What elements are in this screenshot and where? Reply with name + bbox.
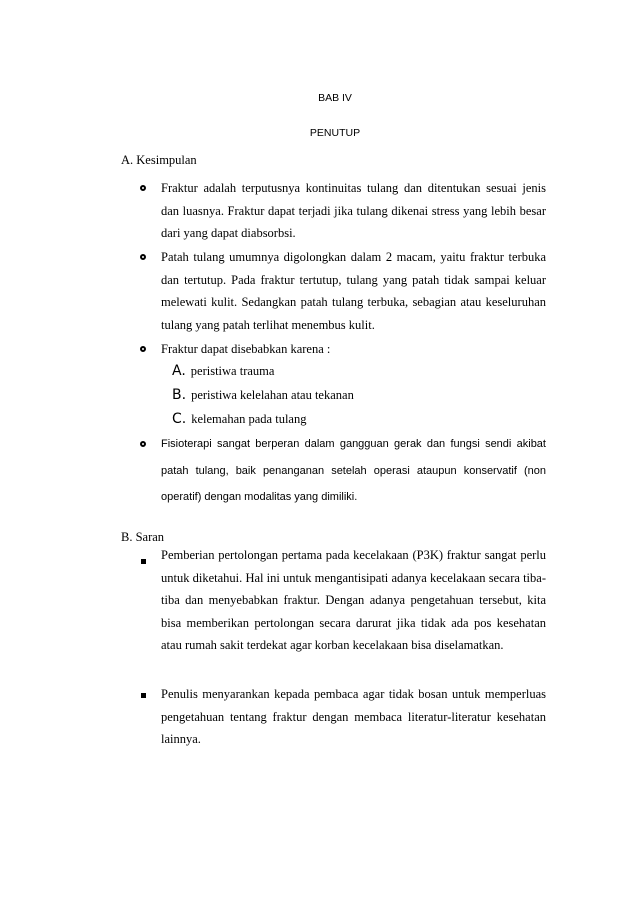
bullet-dot-icon	[140, 441, 146, 447]
kesimpulan-item-3: Fraktur dapat disebabkan karena :	[161, 342, 331, 356]
section-heading-saran: B. Saran	[121, 530, 165, 544]
bullet-square-icon	[141, 559, 146, 564]
bullet-dot-icon	[140, 185, 146, 191]
bullet-square-icon	[141, 693, 146, 698]
subitem-text: peristiwa trauma	[190, 364, 275, 378]
chapter-title: PENUTUP	[309, 127, 361, 139]
cause-subitem-a	[172, 363, 274, 379]
subitem-letter: A.	[172, 363, 186, 379]
saran-item-1: Pemberian pertolongan pertama pada kecelakaan (P3K) fraktur sangat perlu untuk diketahui. Hal ini untuk mengantisipati adanya kecelakaan secara tiba-tiba dan menyebabkan fraktur. Dengan adanya pengetahuan tersebut, kita bisa memberikan pertolongan secara darurat jika tidak ada pos kesehatan atau rumah sakit terdekat agar korban kecelakaan bisa diselamatkan.	[161, 548, 546, 653]
chapter-number: BAB IV	[318, 92, 352, 104]
subitem-text: peristiwa kelelahan atau tekanan	[191, 388, 354, 402]
kesimpulan-item-4: Fisioterapi sangat berperan dalam gangguan gerak dan fungsi sendi akibat patah tulang, baik penanganan setelah operasi ataupun konservatif (non operatif) dengan modalitas yang dimiliki.	[161, 438, 546, 503]
subitem-text: kelemahan pada tulang	[191, 412, 307, 426]
kesimpulan-item-2: Patah tulang umumnya digolongkan dalam 2 macam, yaitu fraktur terbuka dan tertutup. Pada fraktur tertutup, tulang yang patah tidak sampai keluar melewati kulit. Sedangkan patah tulang terbuka, sebagian atau keseluruhan tulang yang patah terlihat menembus kulit.	[161, 250, 546, 332]
subitem-letter: B.	[172, 387, 187, 403]
saran-item-2: Penulis menyarankan kepada pembaca agar tidak bosan untuk memperluas pengetahuan tentang fraktur dengan membaca literatur-literatur kesehatan lainnya.	[161, 687, 546, 747]
section-heading-kesimpulan: A. Kesimpulan	[121, 153, 197, 167]
bullet-dot-icon	[140, 346, 146, 352]
cause-subitem-b	[172, 387, 354, 403]
subitem-letter: C.	[172, 411, 187, 427]
cause-subitem-c	[172, 411, 306, 427]
kesimpulan-item-1: Fraktur adalah terputusnya kontinuitas tulang dan ditentukan sesuai jenis dan luasnya. Fraktur dapat terjadi jika tulang dikenai stress yang lebih besar dari yang dapat diabsorbsi.	[161, 181, 546, 241]
bullet-dot-icon	[140, 254, 146, 260]
